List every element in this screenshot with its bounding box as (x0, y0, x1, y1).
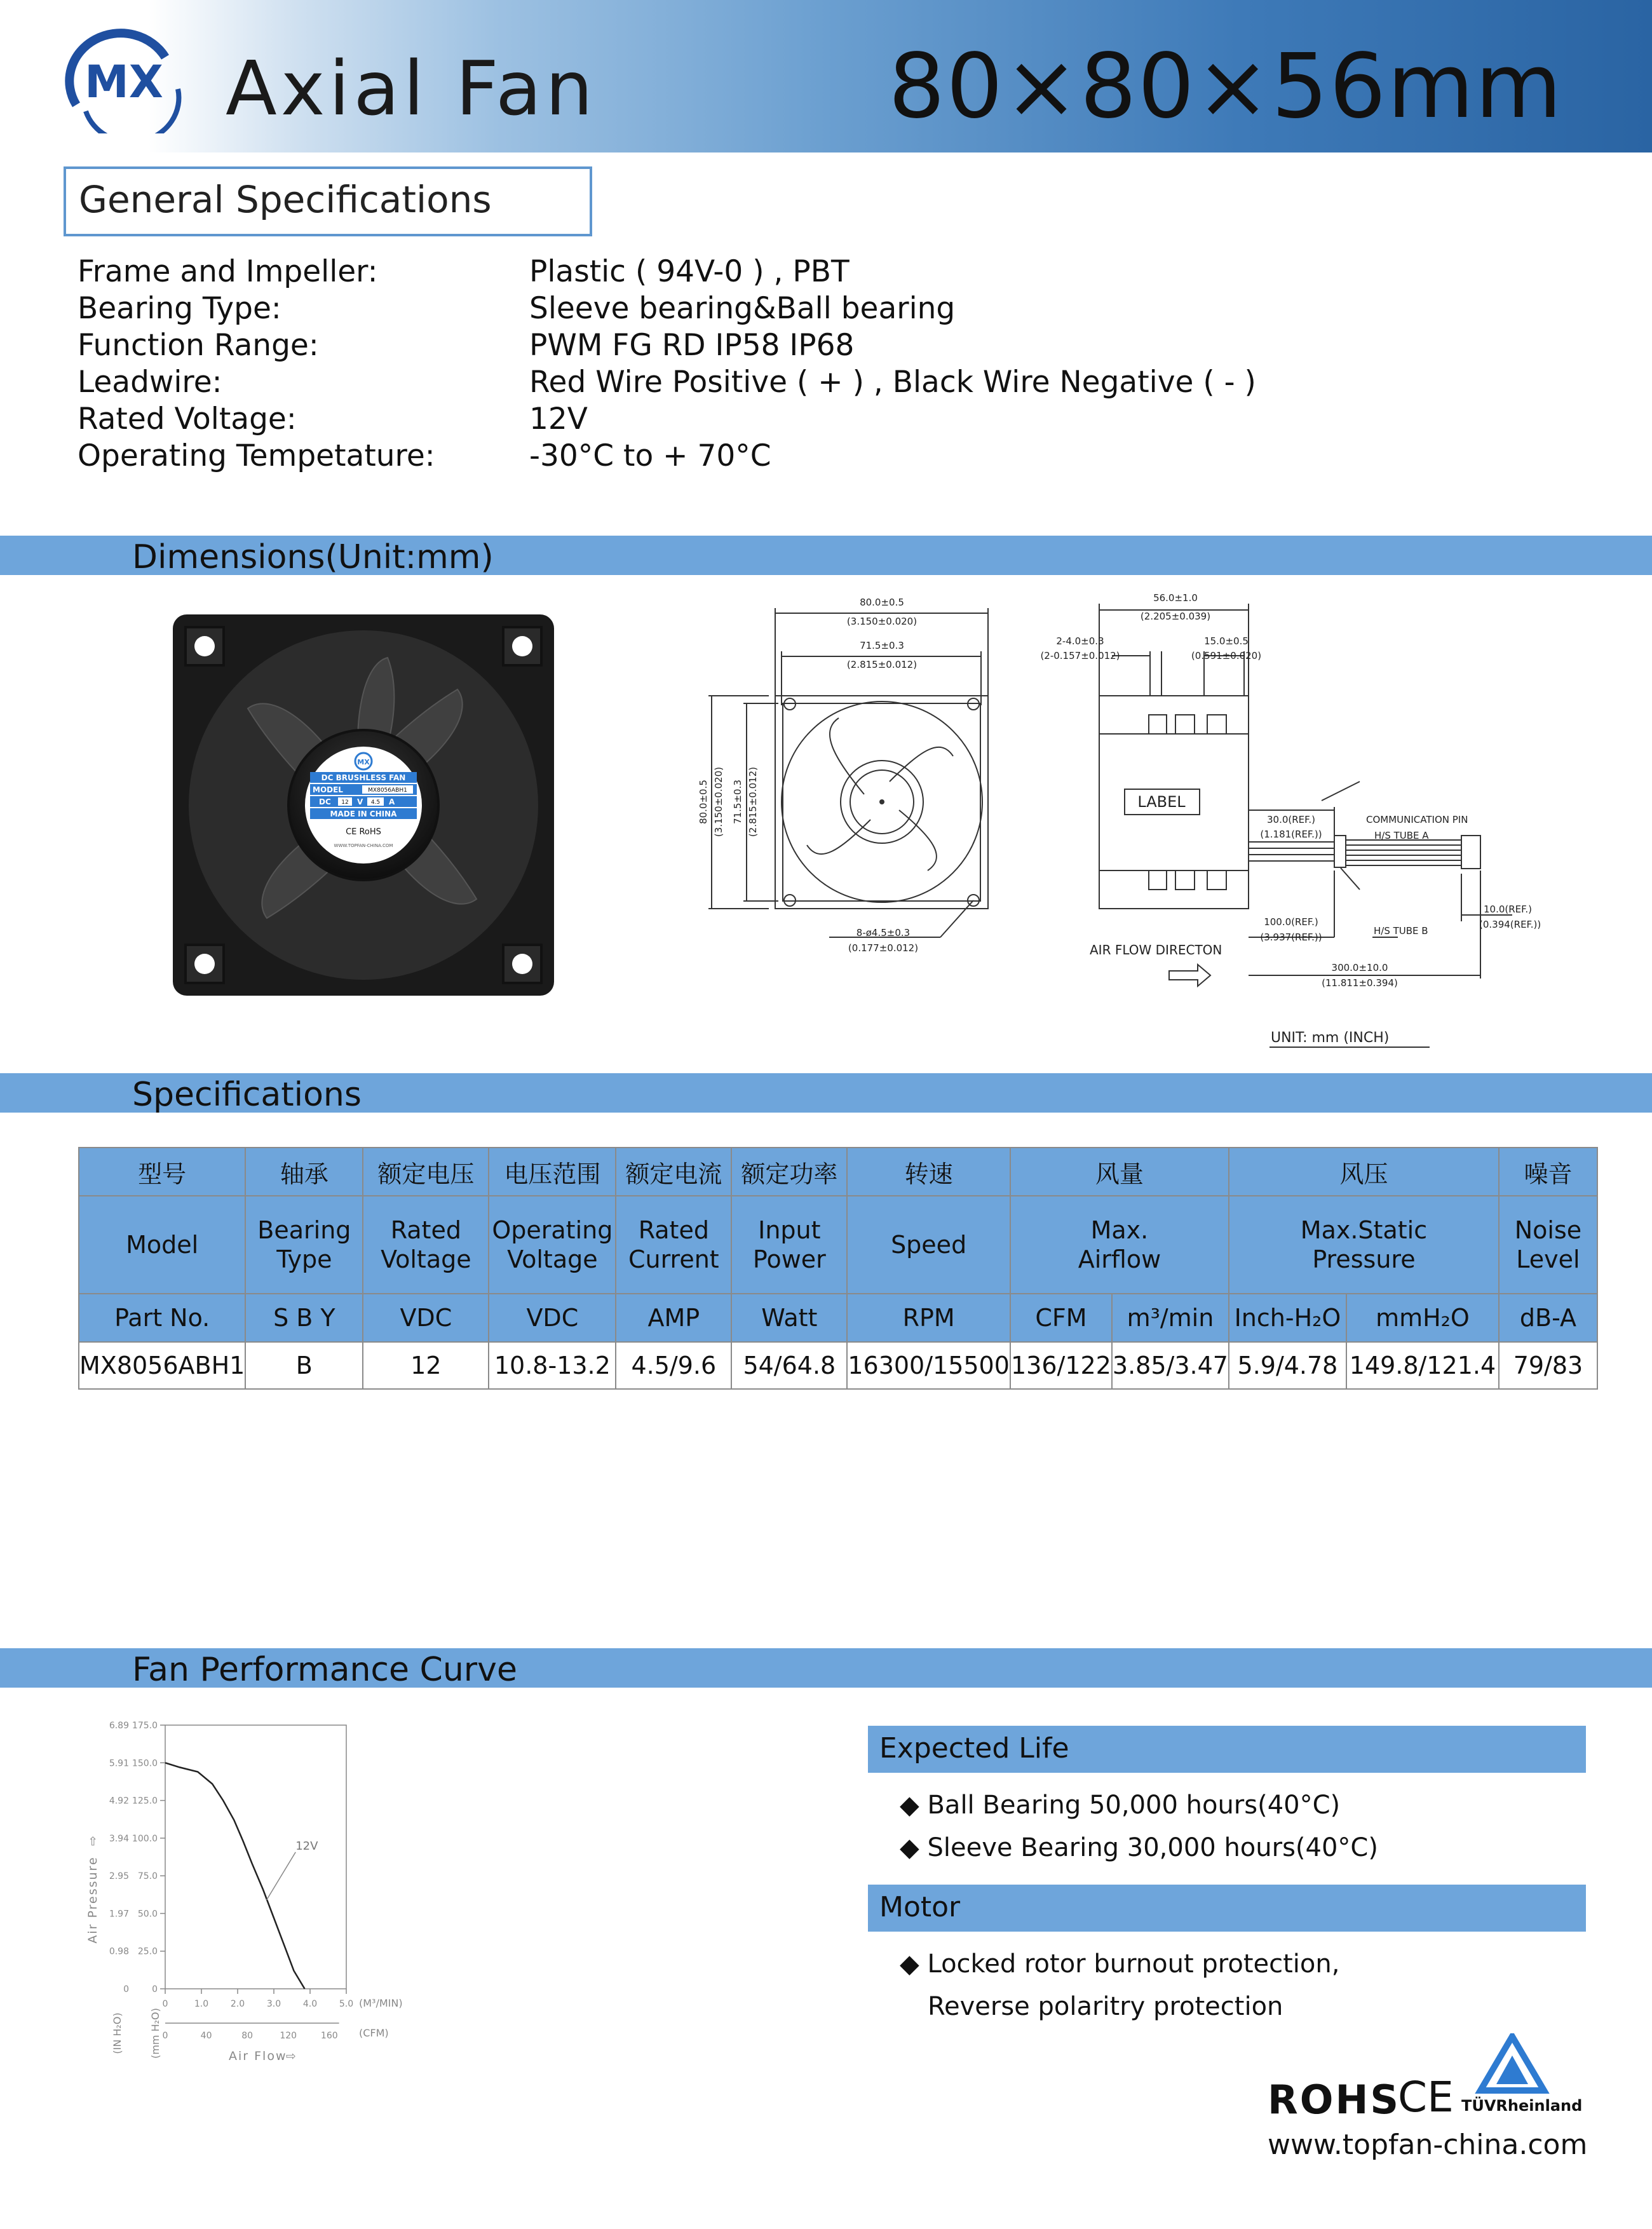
label-url: WWW.TOPFAN-CHINA.COM (334, 843, 393, 848)
list-item: ◆ Ball Bearing 50,000 hours(40°C) (900, 1791, 1341, 1820)
label-model-value: MX8056ABH1 (368, 787, 407, 794)
table-cell: Inch-H₂O (1229, 1294, 1346, 1342)
cell-line: Power (752, 1245, 826, 1273)
logo-text: MX (85, 56, 163, 108)
x-tick-label: 1.0 (194, 1999, 209, 2009)
dim-front-height-pitch-inch: (2.815±0.012) (747, 766, 759, 837)
dim-hole: 8-ø4.5±0.3 (856, 927, 911, 938)
y-axis-arrow: ⇨ (86, 1836, 100, 1846)
table-cell: dB-A (1499, 1294, 1597, 1342)
motor-bar (868, 1885, 1586, 1932)
fan-photo (172, 613, 556, 998)
table-cell (731, 1196, 847, 1294)
cell-line: Voltage (381, 1245, 471, 1273)
table-cell: 12 (363, 1342, 489, 1389)
cell-line: Current (628, 1245, 719, 1273)
table-cell: VDC (489, 1294, 616, 1342)
y-tick-label: 125.0 (132, 1796, 158, 1806)
dim-hole-inch: (0.177±0.012) (848, 942, 919, 954)
series-leader (267, 1852, 296, 1900)
y-tick-label: 150.0 (132, 1758, 158, 1769)
table-cell (245, 1196, 363, 1294)
x-axis-label: Air Flow (229, 2049, 287, 2063)
label-title: DC BRUSHLESS FAN (321, 773, 406, 782)
expected-life-title: Expected Life (879, 1732, 1069, 1765)
x-tick-label-secondary: 80 (241, 2031, 254, 2041)
x-tick-label: 0 (162, 1999, 168, 2009)
list-item-text: Reverse polaritry protection (928, 1992, 1283, 2021)
table-cell: 电压范围 (489, 1148, 616, 1196)
dimensions-section-title: Dimensions(Unit:mm) (132, 538, 494, 576)
table-cell: 54/64.8 (731, 1342, 847, 1389)
table-cell: Watt (731, 1294, 847, 1342)
specifications-section-bar (0, 1073, 1652, 1113)
table-row (79, 1148, 1597, 1196)
dim-ref10-inch: (0.394(REF.)) (1479, 919, 1541, 930)
table-row (79, 1294, 1597, 1342)
y-tick-label: 75.0 (137, 1871, 158, 1882)
table-cell: RPM (847, 1294, 1010, 1342)
table-cell: 5.9/4.78 (1229, 1342, 1346, 1389)
spec-value: Red Wire Positive ( + ) , Black Wire Negative ( - ) (529, 365, 1256, 400)
y-tick-label: 175.0 (132, 1721, 158, 1731)
table-cell: CFM (1010, 1294, 1112, 1342)
x-tick-label-secondary: 120 (280, 2031, 297, 2041)
table-cell: 噪音 (1499, 1148, 1597, 1196)
general-specifications-box (64, 166, 592, 236)
table-cell: 10.8-13.2 (489, 1342, 616, 1389)
cell-line: Max.Static (1300, 1216, 1428, 1244)
y-axis-label: Air Pressure (86, 1856, 100, 1944)
table-cell: MX8056ABH1 (79, 1342, 245, 1389)
y-tick-label-secondary: 2.95 (109, 1871, 129, 1882)
label-volt: 12 (341, 799, 349, 806)
y-axis-unit-secondary: (IN H₂O) (111, 2012, 123, 2054)
table-cell: 16300/15500 (847, 1342, 1010, 1389)
dim-front-height-inch: (3.150±0.020) (713, 766, 724, 837)
curve-section-bar (0, 1648, 1652, 1688)
table-cell: 风量 (1010, 1148, 1229, 1196)
cell-line: Voltage (507, 1245, 598, 1273)
cell-line: Type (276, 1245, 332, 1273)
table-cell (847, 1196, 1010, 1294)
table-cell: 额定电压 (363, 1148, 489, 1196)
dim-ref30: 30.0(REF.) (1267, 814, 1315, 825)
dim-front-pitch: 71.5±0.3 (860, 640, 904, 651)
mx-logo (60, 29, 187, 133)
expected-life-bar (868, 1726, 1586, 1773)
table-cell: 转速 (847, 1148, 1010, 1196)
x-axis-unit-secondary: (CFM) (359, 2027, 389, 2039)
cell-line: Input (758, 1216, 821, 1244)
x-tick-label: 2.0 (230, 1999, 245, 2009)
ce-mark: CE (1398, 2073, 1454, 2122)
table-cell (1010, 1196, 1229, 1294)
dim-front-width-inch: (3.150±0.020) (846, 616, 917, 627)
list-item-text: Locked rotor burnout protection, (927, 1949, 1340, 1979)
dimensions-section-bar (0, 536, 1652, 575)
mount-hole (512, 954, 532, 974)
unit-label: UNIT: mm (INCH) (1271, 1030, 1390, 1046)
y-tick-label: 0 (152, 1984, 158, 1995)
cell-line: Level (1516, 1245, 1580, 1273)
cell-line: Operating (492, 1216, 613, 1244)
label-logo-text: MX (357, 758, 370, 766)
table-cell (363, 1196, 489, 1294)
table-cell: 型号 (79, 1148, 245, 1196)
cell-line: Airflow (1078, 1245, 1161, 1273)
x-tick-label-secondary: 160 (320, 2031, 338, 2041)
spec-value: Sleeve bearing&Ball bearing (529, 291, 956, 326)
dim-side-a: 2-4.0±0.3 (1056, 635, 1104, 647)
table-cell: 149.8/121.4 (1346, 1342, 1499, 1389)
tuv-logo-icon (1474, 2033, 1550, 2097)
y-tick-label: 100.0 (132, 1833, 158, 1844)
y-tick-label: 50.0 (137, 1909, 158, 1920)
dim-side-width-inch: (2.205±0.039) (1140, 611, 1211, 622)
comm-pin-label: COMMUNICATION PIN (1366, 814, 1468, 825)
y-axis-unit-primary: (mm H₂O) (149, 2008, 161, 2059)
spec-value: Plastic ( 94V-0 ) , PBT (529, 254, 850, 289)
table-cell: B (245, 1342, 363, 1389)
table-row (79, 1196, 1597, 1294)
table-cell: 3.85/3.47 (1112, 1342, 1229, 1389)
cell-line: Noise (1514, 1216, 1582, 1244)
table-cell (616, 1196, 731, 1294)
x-axis-unit-primary: (M³/MIN) (359, 1997, 403, 2009)
label-amp: 4.5 (370, 799, 381, 806)
spec-value: 12V (529, 402, 588, 437)
table-row (79, 1342, 1597, 1389)
series-line-12v (165, 1763, 305, 1989)
dim-side-b: 15.0±0.5 (1204, 635, 1249, 647)
spec-label: Frame and Impeller: (78, 254, 378, 289)
cell-line: Rated (638, 1216, 709, 1244)
table-cell: m³/min (1112, 1294, 1229, 1342)
dim-ref100-inch: (3.937(REF.)) (1260, 932, 1322, 943)
table-cell: 额定功率 (731, 1148, 847, 1196)
dim-side-width: 56.0±1.0 (1153, 592, 1198, 604)
spec-label: Function Range: (78, 328, 319, 363)
specifications-table (78, 1147, 1598, 1390)
table-cell: Part No. (79, 1294, 245, 1342)
table-cell: AMP (616, 1294, 731, 1342)
fan-dimensions: 80×80×56mm (888, 35, 1563, 139)
air-flow-label: AIR FLOW DIRECTON (1090, 942, 1222, 958)
x-tick-label: 3.0 (266, 1999, 281, 2009)
list-item-text: Sleeve Bearing 30,000 hours(40°C) (927, 1833, 1378, 1862)
table-cell: 136/122 (1010, 1342, 1112, 1389)
spec-label: Rated Voltage: (78, 402, 297, 437)
page-title: Axial Fan (226, 44, 597, 132)
cell-line: Model (126, 1231, 199, 1259)
page-header (0, 0, 1652, 152)
table-cell: 79/83 (1499, 1342, 1597, 1389)
list-item: ◆ Locked rotor burnout protection, (900, 1949, 1340, 1979)
spec-label: Bearing Type: (78, 291, 281, 326)
curve-section-title: Fan Performance Curve (132, 1651, 517, 1689)
label-box-text: LABEL (1137, 793, 1186, 811)
side-view-drawing (991, 591, 1576, 1061)
x-tick-label-secondary: 40 (200, 2031, 212, 2041)
dim-front-height-pitch: 71.5±0.3 (732, 780, 743, 824)
x-tick-label-secondary: 0 (162, 2031, 168, 2041)
table-cell (489, 1196, 616, 1294)
cell-line: Pressure (1312, 1245, 1416, 1273)
label-a: A (389, 797, 395, 806)
spec-label: Leadwire: (78, 365, 222, 400)
x-tick-label: 4.0 (302, 1999, 318, 2009)
mount-hole (194, 636, 215, 656)
dim-ref30-inch: (1.181(REF.)) (1260, 829, 1322, 840)
label-made: MADE IN CHINA (330, 810, 397, 818)
cell-line: Rated (390, 1216, 461, 1244)
table-cell: 4.5/9.6 (616, 1342, 731, 1389)
dim-side-a-inch: (2-0.157±0.012) (1040, 650, 1120, 661)
mount-hole (194, 954, 215, 974)
dim-length-inch: (11.811±0.394) (1322, 977, 1398, 989)
list-item: ◆ Sleeve Bearing 30,000 hours(40°C) (900, 1833, 1378, 1862)
label-model: MODEL (313, 785, 343, 794)
table-cell: VDC (363, 1294, 489, 1342)
specifications-section-title: Specifications (132, 1076, 362, 1114)
table-cell (79, 1196, 245, 1294)
y-tick-label-secondary: 4.92 (109, 1796, 129, 1806)
y-tick-label-secondary: 3.94 (109, 1833, 129, 1844)
table-cell: 额定电流 (616, 1148, 731, 1196)
spec-value: PWM FG RD IP58 IP68 (529, 328, 855, 363)
rohs-mark: ROHS (1268, 2077, 1400, 2123)
dim-length: 300.0±10.0 (1331, 962, 1388, 973)
y-tick-label-secondary: 0 (123, 1984, 129, 1995)
cell-line: Speed (891, 1231, 967, 1259)
y-tick-label-secondary: 6.89 (109, 1721, 129, 1731)
y-tick-label-secondary: 5.91 (109, 1758, 129, 1769)
tuv-text: TÜVRheinland (1461, 2097, 1583, 2115)
spec-label: Operating Tempetature: (78, 438, 435, 473)
series-label-12v: 12V (295, 1839, 318, 1853)
label-cert: CE RoHS (346, 827, 381, 837)
tube-b-label: H/S TUBE B (1374, 925, 1428, 937)
dim-front-pitch-inch: (2.815±0.012) (846, 659, 917, 670)
cell-line: Bearing (257, 1216, 351, 1244)
y-tick-label-secondary: 1.97 (109, 1909, 129, 1920)
x-axis-arrow: ⇨ (286, 2049, 296, 2063)
table-cell (1229, 1196, 1499, 1294)
table-cell: 轴承 (245, 1148, 363, 1196)
label-dc: DC (319, 797, 331, 806)
tube-a-label: H/S TUBE A (1374, 830, 1429, 841)
y-tick-label-secondary: 0.98 (109, 1946, 129, 1957)
center-mark (879, 799, 884, 804)
table-cell: mmH₂O (1346, 1294, 1499, 1342)
plot-frame (165, 1725, 346, 1989)
list-item-text: Ball Bearing 50,000 hours(40°C) (927, 1791, 1341, 1820)
y-tick-label: 25.0 (137, 1946, 158, 1957)
general-specifications-title: General Specifications (79, 178, 492, 221)
table-cell: S B Y (245, 1294, 363, 1342)
dim-ref10: 10.0(REF.) (1484, 904, 1532, 915)
label-v: V (357, 797, 363, 806)
x-tick-label: 5.0 (339, 1999, 354, 2009)
dim-front-width: 80.0±0.5 (860, 597, 904, 608)
dim-ref100: 100.0(REF.) (1264, 916, 1318, 928)
table-cell: 风压 (1229, 1148, 1499, 1196)
motor-title: Motor (879, 1891, 961, 1923)
website-url: www.topfan-china.com (1268, 2129, 1588, 2161)
mount-hole (512, 636, 532, 656)
table-cell (1499, 1196, 1597, 1294)
dim-side-b-inch: (0.591±0.020) (1191, 650, 1262, 661)
spec-value: -30°C to + 70°C (529, 438, 771, 473)
cell-line: Max. (1090, 1216, 1149, 1244)
list-item (928, 1992, 1283, 2021)
performance-curve-chart (70, 1709, 451, 2078)
dim-front-height: 80.0±0.5 (698, 780, 709, 824)
